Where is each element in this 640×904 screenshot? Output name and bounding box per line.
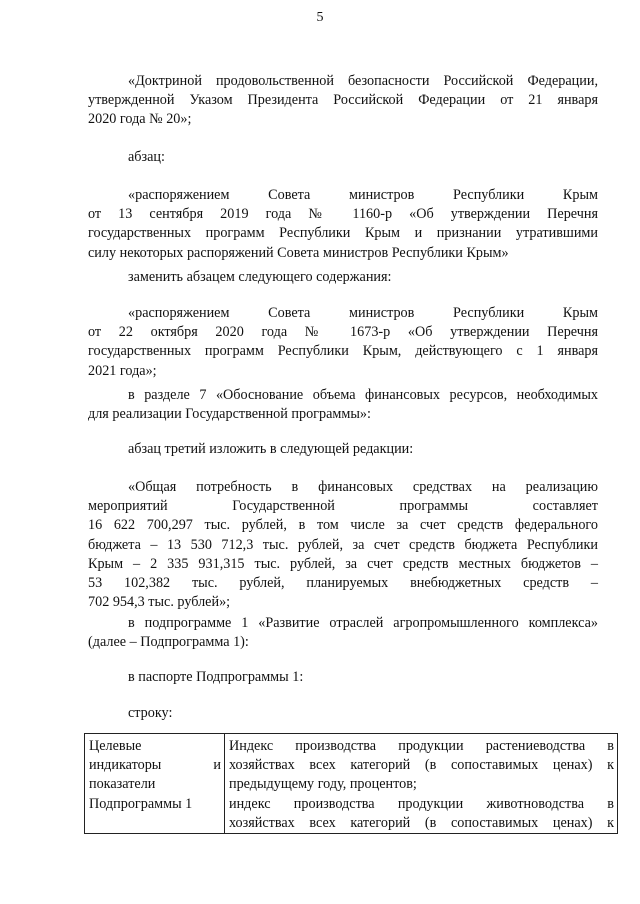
text-line: «распоряжением Совета министров Республики Крым [128, 305, 598, 321]
paragraph-third-abzac: абзац третий изложить в следующей редакции: [128, 441, 414, 457]
text-line: мероприятий Государственной программы составляет [88, 498, 598, 515]
text-line: бюджета – 13 530 712,3 тыс. рублей, за счет средств бюджета Республики [88, 536, 598, 553]
cell-line: хозяйствах всех категорий (в сопоставимых ценах) к [229, 757, 614, 774]
text-line: 53 102,382 тыс. рублей, планируемых внебюджетных средств – [88, 575, 598, 592]
text-line: «Доктриной продовольственной безопасности Российской Федерации, [128, 73, 598, 89]
paragraph-row: строку: [128, 705, 173, 721]
cell-line: предыдущему году, процентов; [229, 776, 417, 793]
text-line: государственных программ Республики Крым, действующего с 1 января [88, 343, 598, 360]
table-cell-value [225, 734, 618, 834]
text-line: 2021 года»; [88, 362, 157, 379]
paragraph-subprogram-1 [88, 614, 598, 652]
text-line: государственных программ Республики Крым и признании утратившими [88, 225, 598, 242]
table-row [85, 734, 618, 834]
paragraph-new-order [88, 304, 598, 381]
text-line: 2020 года № 20»; [88, 111, 192, 128]
cell-line: Индекс производства продукции растениеводства в [229, 738, 614, 754]
page-number: 5 [316, 10, 324, 25]
cell-line: хозяйствах всех категорий (в сопоставимых ценах) к [229, 814, 614, 831]
text-line: (далее – Подпрограмма 1): [88, 634, 249, 651]
indicators-table [84, 733, 618, 834]
paragraph-old-order [88, 186, 598, 263]
text-line: утвержденной Указом Президента Российской Федерации от 21 января [88, 92, 598, 109]
paragraph-financing [88, 478, 598, 612]
text-line: 16 622 700,297 тыс. рублей, в том числе за счет средств федерального [88, 517, 598, 534]
text-line: 702 954,3 тыс. рублей»; [88, 594, 231, 611]
cell-line: Подпрограммы 1 [89, 795, 193, 812]
text-line: в разделе 7 «Обоснование объема финансовых ресурсов, необходимых [128, 387, 598, 403]
cell-line: индикаторы и [89, 757, 221, 774]
text-line: для реализации Государственной программы»: [88, 406, 371, 423]
paragraph-doctrine [88, 72, 598, 130]
text-line: Крым – 2 335 931,315 тыс. рублей, за счет средств местных бюджетов – [88, 555, 598, 572]
paragraph-passport: в паспорте Подпрограммы 1: [128, 669, 304, 685]
cell-line: индекс производства продукции животноводства в [229, 795, 614, 812]
cell-line: Целевые [89, 738, 142, 754]
text-line: «Общая потребность в финансовых средствах на реализацию [128, 479, 598, 495]
cell-line: показатели [89, 776, 156, 793]
paragraph-abzac: абзац: [128, 149, 165, 165]
text-line: в подпрограмме 1 «Развитие отраслей агропромышленного комплекса» [128, 615, 598, 631]
text-line: от 13 сентября 2019 года № 1160-р «Об утверждении Перечня [88, 206, 598, 223]
text-line: от 22 октября 2020 года № 1673-р «Об утверждении Перечня [88, 324, 598, 341]
text-line: «распоряжением Совета министров Республики Крым [128, 187, 598, 203]
text-line: силу некоторых распоряжений Совета министров Республики Крым» [88, 244, 509, 261]
table-cell-label [85, 734, 225, 834]
paragraph-replace: заменить абзацем следующего содержания: [128, 269, 392, 285]
paragraph-section-7 [88, 386, 598, 424]
